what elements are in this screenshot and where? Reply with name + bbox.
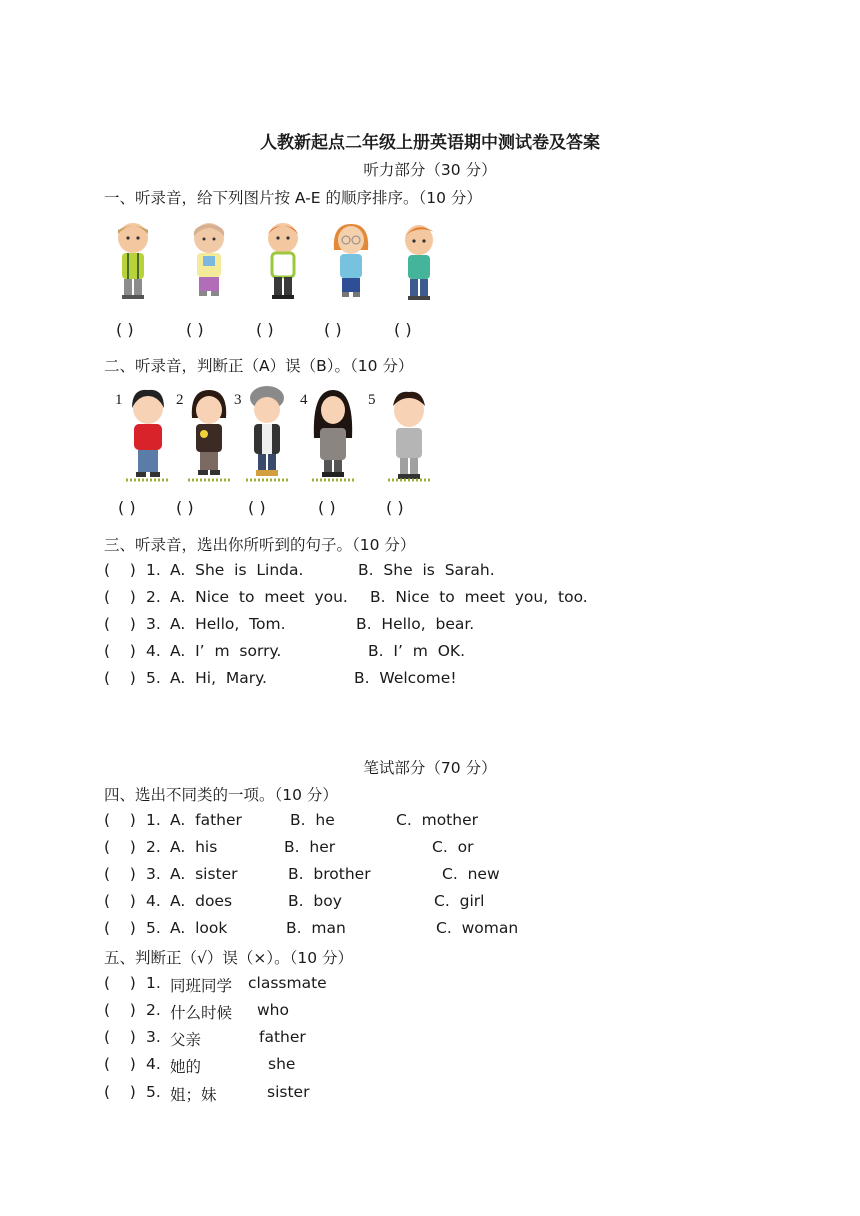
question-number: 1. [146,974,161,992]
option-a: A. does [170,892,233,910]
option-a: A. Hello, Tom. [170,615,286,633]
answer-blank[interactable]: ( ) [104,865,136,883]
option-c: C. or [432,838,474,856]
question-number: 5. [146,919,161,937]
option-b: B. Hello, bear. [356,615,475,633]
question-number: 5. [146,669,161,687]
answer-blank[interactable]: ( ) [104,561,136,579]
answer-blank[interactable]: ( ) [394,320,412,339]
answer-blank[interactable]: ( ) [104,1083,136,1101]
option-b: B. Nice to meet you, too. [370,588,588,606]
figure-number: 4 [300,392,308,408]
option-b: B. her [284,838,336,856]
part1-heading: 一、听录音，给下列图片按 A-E 的顺序排序。（10 分） [104,189,482,207]
answer-blank[interactable]: ( ) [248,498,266,517]
answer-blank[interactable]: ( ) [324,320,342,339]
figure-number: 2 [176,392,184,408]
option-b: B. Welcome! [354,669,457,687]
question-number: 2. [146,1001,161,1019]
option-b: B. boy [288,892,342,910]
figure-number: 1 [115,392,123,408]
answer-blank[interactable]: ( ) [104,838,136,856]
option-a: A. sister [170,865,238,883]
answer-blank[interactable]: ( ) [104,1028,136,1046]
answer-blank[interactable]: ( ) [104,974,136,992]
option-a: A. I’ m sorry. [170,642,282,660]
option-b: B. brother [288,865,371,883]
boy-figure [394,222,444,308]
boy-figure [108,220,158,306]
option-c: C. new [442,865,500,883]
option-b: B. man [286,919,346,937]
answer-blank[interactable]: ( ) [104,669,136,687]
chinese-word: 父亲 [170,1031,202,1049]
question-number: 3. [146,865,161,883]
english-word: she [268,1055,296,1073]
question-number: 4. [146,642,161,660]
boy-figure [258,220,308,306]
page-title: 人教新起点二年级上册英语期中测试卷及答案 [260,133,600,153]
listening-section-heading: 听力部分（30 分） [363,161,497,179]
option-a: A. Hi, Mary. [170,669,267,687]
answer-blank[interactable]: ( ) [104,588,136,606]
option-b: B. She is Sarah. [358,561,495,579]
part2-heading: 二、听录音，判断正（A）误（B）。（10 分） [104,357,414,375]
question-number: 4. [146,892,161,910]
answer-blank[interactable]: ( ) [104,642,136,660]
grandma-figure [184,220,234,306]
answer-blank[interactable]: ( ) [118,498,136,517]
english-word: father [259,1028,306,1046]
option-a: A. his [170,838,218,856]
chinese-word: 姐；妹 [170,1086,217,1104]
option-c: C. woman [436,919,519,937]
option-c: C. mother [396,811,478,829]
option-a: A. father [170,811,242,829]
english-word: sister [267,1083,310,1101]
chinese-word: 什么时候 [170,1004,233,1022]
figure-number: 5 [368,392,376,408]
question-number: 1. [146,811,161,829]
option-a: A. Nice to meet you. [170,588,348,606]
answer-blank[interactable]: ( ) [318,498,336,517]
chinese-word: 她的 [170,1058,202,1076]
question-number: 3. [146,1028,161,1046]
answer-blank[interactable]: ( ) [104,615,136,633]
question-number: 2. [146,838,161,856]
question-number: 5. [146,1083,161,1101]
question-number: 3. [146,615,161,633]
answer-blank[interactable]: ( ) [104,892,136,910]
option-c: C. girl [434,892,485,910]
girl-glasses-figure [326,220,376,306]
option-a: A. She is Linda. [170,561,304,579]
child-figure [122,388,174,488]
answer-blank[interactable]: ( ) [116,320,134,339]
question-number: 2. [146,588,161,606]
answer-blank[interactable]: ( ) [386,498,404,517]
option-b: B. he [290,811,335,829]
question-number: 4. [146,1055,161,1073]
english-word: who [257,1001,289,1019]
answer-blank[interactable]: ( ) [104,811,136,829]
option-b: B. I’ m OK. [368,642,466,660]
question-number: 1. [146,561,161,579]
english-word: classmate [248,974,327,992]
part3-heading: 三、听录音，选出你所听到的句子。（10 分） [104,536,416,554]
part5-heading: 五、判断正（√）误（×）。（10 分） [104,949,354,967]
answer-blank[interactable]: ( ) [186,320,204,339]
boy-hat-figure [242,384,292,488]
answer-blank[interactable]: ( ) [256,320,274,339]
writing-section-heading: 笔试部分（70 分） [363,759,497,777]
answer-blank[interactable]: ( ) [104,919,136,937]
boy-figure [382,388,436,488]
answer-blank[interactable]: ( ) [176,498,194,517]
girl-long-hair-figure [308,388,358,488]
chinese-word: 同班同学 [170,977,233,995]
answer-blank[interactable]: ( ) [104,1055,136,1073]
answer-blank[interactable]: ( ) [104,1001,136,1019]
figure-number: 3 [234,392,242,408]
option-a: A. look [170,919,228,937]
part4-heading: 四、选出不同类的一项。（10 分） [104,786,338,804]
girl-figure [184,388,234,488]
